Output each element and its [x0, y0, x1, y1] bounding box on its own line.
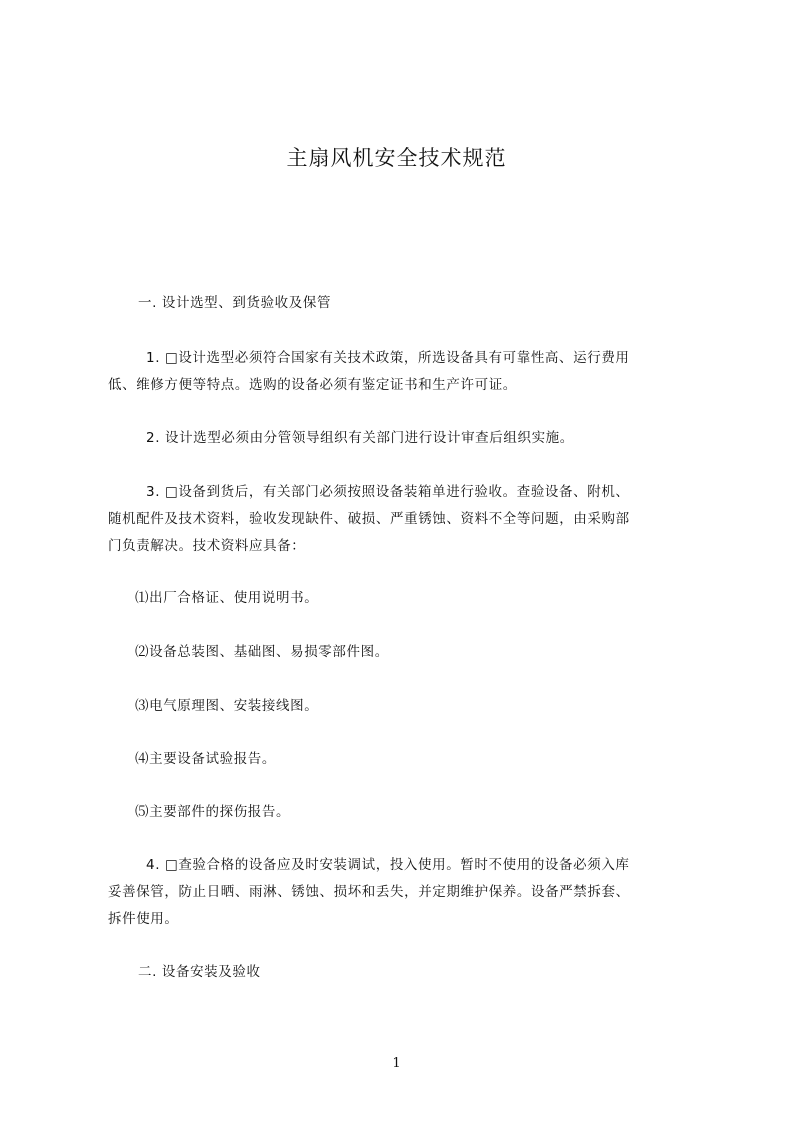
paragraph-3-line-3: 门负责解决。技术资料应具备：: [108, 538, 306, 554]
list-item-4: ⑷主要设备试验报告。: [135, 751, 276, 767]
list-item-3: ⑶电气原理图、安装接线图。: [135, 698, 319, 714]
paragraph-4-line-3: 拆件使用。: [108, 911, 179, 927]
paragraph-2-line-1: 2. 设计选型必须由分管领导组织有关部门进行设计审查后组织实施。: [146, 430, 574, 446]
paragraph-4-line-2: 妥善保管，防止日晒、雨淋、锈蚀、损坏和丢失，并定期维护保养。设备严禁拆套、: [108, 884, 630, 900]
paragraph-4-line-1: 4. □查验合格的设备应及时安装调试，投入使用。暂时不使用的设备必须入库: [146, 857, 630, 873]
list-item-5: ⑸主要部件的探伤报告。: [135, 804, 291, 820]
section-2-heading: 二. 设备安装及验收: [138, 964, 261, 980]
paragraph-3-line-2: 随机配件及技术资料，验收发现缺件、破损、严重锈蚀、资料不全等问题，由采购部: [108, 511, 630, 527]
paragraph-1-line-2: 低、维修方便等特点。选购的设备必须有鉴定证书和生产许可证。: [108, 377, 517, 393]
list-item-2: ⑵设备总装图、基础图、易损零部件图。: [135, 644, 389, 660]
list-item-1: ⑴出厂合格证、使用说明书。: [135, 590, 319, 606]
document-title: 主扇风机安全技术规范: [286, 146, 507, 170]
page-number: 1: [392, 1056, 401, 1071]
paragraph-3-line-1: 3. □设备到货后，有关部门必须按照设备装箱单进行验收。查验设备、附机、: [146, 484, 630, 500]
paragraph-1-line-1: 1. □设计选型必须符合国家有关技术政策，所选设备具有可靠性高、运行费用: [146, 350, 630, 366]
section-1-heading: 一. 设计选型、到货验收及保管: [138, 295, 332, 311]
